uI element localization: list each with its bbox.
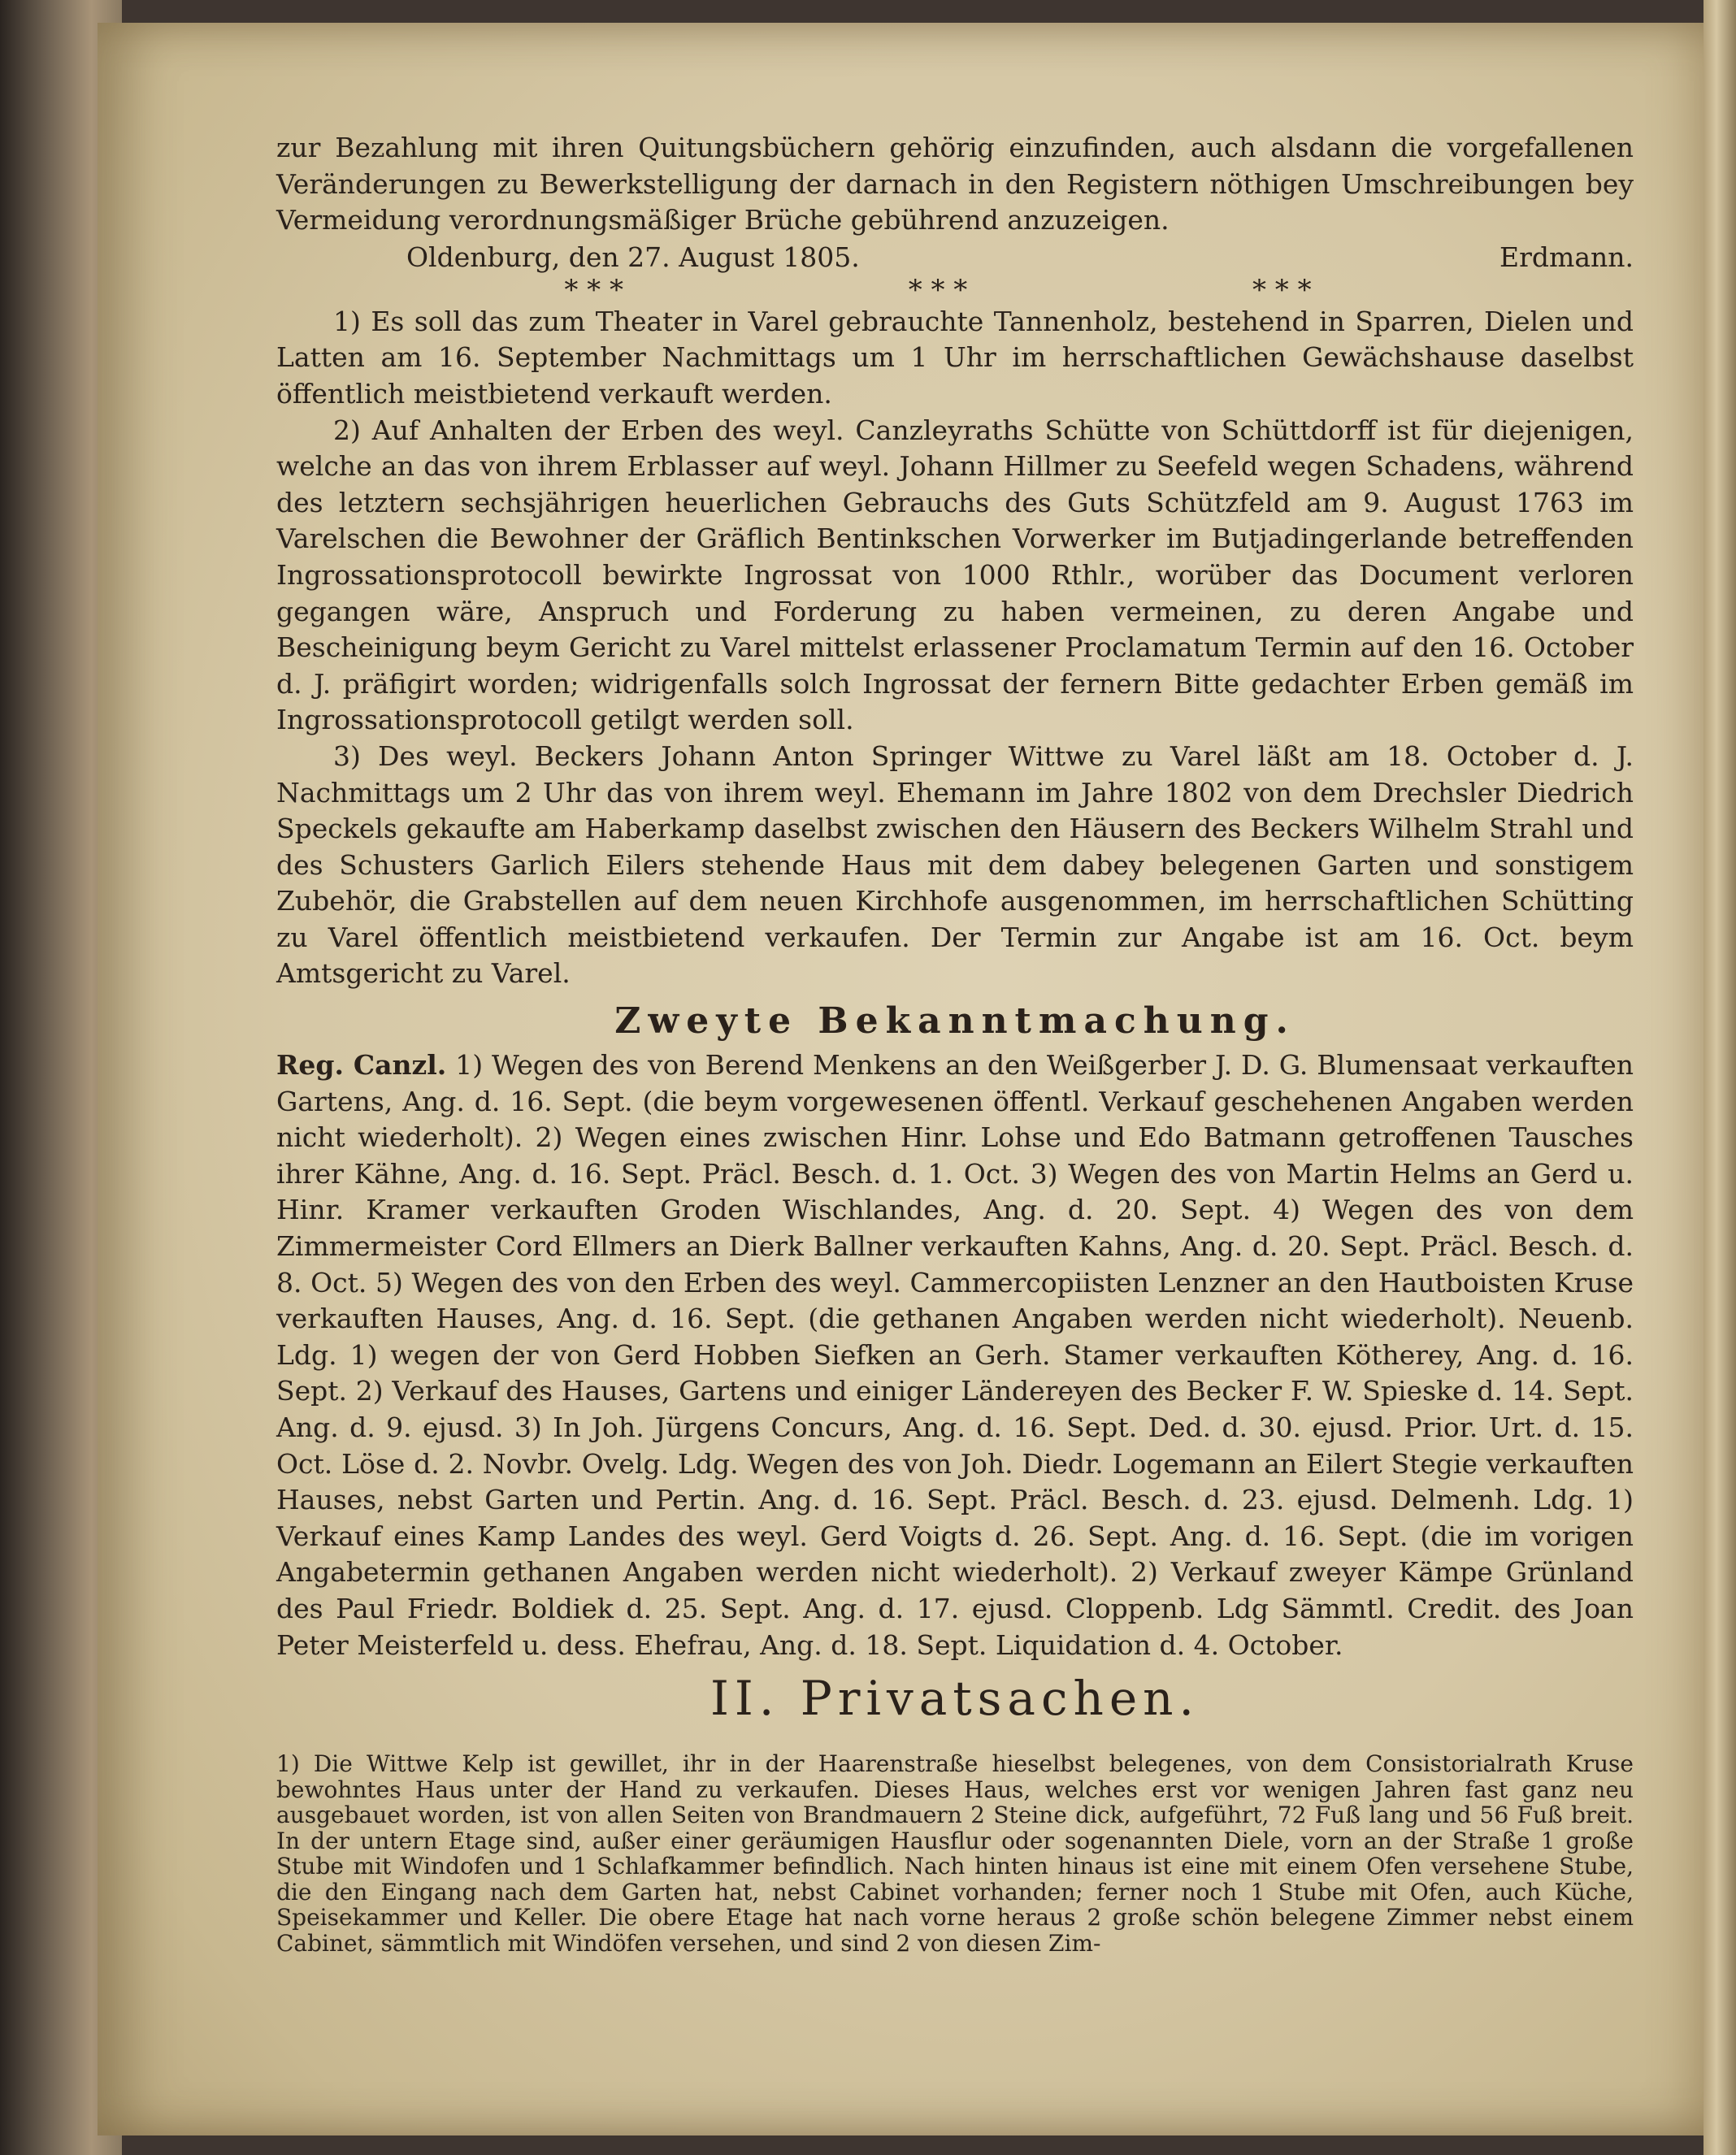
private-section-body: 1) Die Wittwe Kelp ist gewillet, ihr in der Haarenstraße hieselbst belegenes, von dem Consistorialrath Kruse bewohntes Haus unter der Hand zu verkaufen. Dieses Haus, welches erst vor wenigen Jahren fast ganz neu ausgebauet worden, ist von allen Seiten von Brandmauern 2 Steine dick, aufgeführt, 72 Fuß lang und 56 Fuß breit. In der untern Etage sind, außer einer geräumigen Hausflur oder sogenannten Diele, vorn an der Straße 1 große Stube mit Windofen und 1 Schlafkammer befindlich. Nach hinten hinaus ist eine mit einem Ofen versehene Stube, die den Eingang nach dem Garten hat, nebst Cabinet vorhanden; ferner noch 1 Stube mit Ofen, auch Küche, Speisekammer und Keller. Die obere Etage hat nach vorne heraus 2 große schön belegene Zimmer nebst einem Cabinet, sämmtlich mit Windöfen versehen, und sind 2 von diesen Zim-: [276, 1750, 1634, 1957]
second-notice-heading: Zweyte Bekanntmachung.: [614, 1000, 1295, 1043]
dateline: [276, 239, 1634, 276]
right-page-edge: [1703, 0, 1736, 2155]
asterism-1: * * *: [564, 273, 625, 306]
intro-paragraph: zur Bezahlung mit ihren Quitungsbüchern gehörig einzufinden, auch alsdann die vorgefallenen Veränderungen zu Bewerkstelligung der darnach in den Registern nöthigen Umschreibungen bey Vermeidung verordnungsmäßiger Brüche gebührend anzuzeigen.: [276, 132, 1634, 236]
notice-1: 1) Es soll das zum Theater in Varel gebrauchte Tannenholz, bestehend in Sparren, Dielen und Latten am 16. September Nachmittags um 1 Uhr im herrschaftlichen Gewächshause daselbst öffentlich meistbietend verkauft werden.: [276, 305, 1634, 410]
signature: Erdmann.: [1499, 241, 1634, 273]
page-text: [276, 130, 1634, 1979]
place-date: Oldenburg, den 27. August 1805.: [406, 241, 860, 273]
second-notice-body: [276, 1047, 1634, 1663]
asterism-3: * * *: [1252, 273, 1313, 306]
notice-3: 3) Des weyl. Beckers Johann Anton Springer Wittwe zu Varel läßt am 18. October d. J. Nachmittags um 2 Uhr das von ihrem weyl. Ehemann im Jahre 1802 von dem Drechsler Diedrich Speckels gekaufte am Haberkamp daselbst zwischen den Häusern des Beckers Wilhelm Strahl und des Schusters Garlich Eilers stehende Haus mit dem dabey belegenen Garten und sonstigem Zubehör, die Grabstellen auf dem neuen Kirchhofe ausgenommen, im herrschaftlichen Schütting zu Varel öffentlich meistbietend verkaufen. Der Termin zur Angabe ist am 16. Oct. beym Amtsgericht zu Varel.: [276, 739, 1634, 990]
second-notice-label: Reg. Canzl.: [276, 1049, 447, 1082]
second-notice-text: 1) Wegen des von Berend Menkens an den Weißgerber J. D. G. Blumensaat verkauften Gartens, Ang. d. 16. Sept. (die beym vorgewesenen öffentl. Verkauf geschehenen Angaben werden nicht wiederholt). 2) Wegen eines zwischen Hinr. Lohse und Edo Batmann getroffenen Tausches ihrer Kähne, Ang. d. 16. Sept. Präcl. Besch. d. 1. Oct. 3) Wegen des von Martin Helms an Gerd u. Hinr. Kramer verkauften Groden Wischlandes, Ang. d. 20. Sept. 4) Wegen des von dem Zimmermeister Cord Ellmers an Dierk Ballner verkauften Kahns, Ang. d. 20. Sept. Präcl. Besch. d. 8. Oct. 5) Wegen des von den Erben des weyl. Cammercopiisten Lenzner an den Hautboisten Kruse verkauften Hauses, Ang. d. 16. Sept. (die gethanen Angaben werden nicht wiederholt). Neuenb. Ldg. 1) wegen der von Gerd Hobben Siefken an Gerh. Stamer verkauften Kötherey, Ang. d. 16. Sept. 2) Verkauf des Hauses, Gartens und einiger Ländereyen des Becker F. W. Spieske d. 14. Sept. Ang. d. 9. ejusd. 3) In Joh. Jürgens Concurs, Ang. d. 16. Sept. Ded. d. 30. ejusd. Prior. Urt. d. 15. Oct. Löse d. 2. Novbr. Ovelg. Ldg. Wegen des von Joh. Diedr. Logemann an Eilert Stegie verkauften Hauses, nebst Garten und Pertin. Ang. d. 16. Sept. Präcl. Besch. d. 23. ejusd. Delmenh. Ldg. 1) Verkauf eines Kamp Landes des weyl. Gerd Voigts d. 26. Sept. Ang. d. 16. Sept. (die im vorigen Angabetermin gethanen Angaben werden nicht wiederholt). 2) Verkauf zweyer Kämpe Grünland des Paul Friedr. Boldiek d. 25. Sept. Ang. d. 17. ejusd. Cloppenb. Ldg Sämmtl. Credit. des Joan Peter Meisterfeld u. dess. Ehefrau, Ang. d. 18. Sept. Liquidation d. 4. October.: [276, 1049, 1634, 1661]
notice-2: 2) Auf Anhalten der Erben des weyl. Canzleyraths Schütte von Schüttdorff ist für diejenigen, welche an das von ihrem Erblasser auf weyl. Johann Hillmer zu Seefeld wegen Schadens, während des letztern sechsjährigen heuerlichen Gebrauchs des Guts Schützfeld am 9. August 1763 im Varelschen die Bewohner der Gräflich Bentinkschen Vorwerker im Butjadingerlande betreffenden Ingrossationsprotocoll bewirkte Ingrossat von 1000 Rthlr., worüber das Document verloren gegangen wäre, Anspruch und Forderung zu haben vermeinen, zu deren Angabe und Bescheinigung beym Gericht zu Varel mittelst erlassener Proclamatum Termin auf den 16. October d. J. präfigirt worden; widrigenfalls solch Ingrossat der fernern Bitte gedachter Erben gemäß im Ingrossationsprotocoll getilgt werden soll.: [276, 414, 1634, 736]
private-section-heading: II. Privatsachen.: [710, 1671, 1200, 1727]
asterism-separator: [276, 273, 1634, 306]
asterism-2: * * *: [908, 273, 970, 306]
